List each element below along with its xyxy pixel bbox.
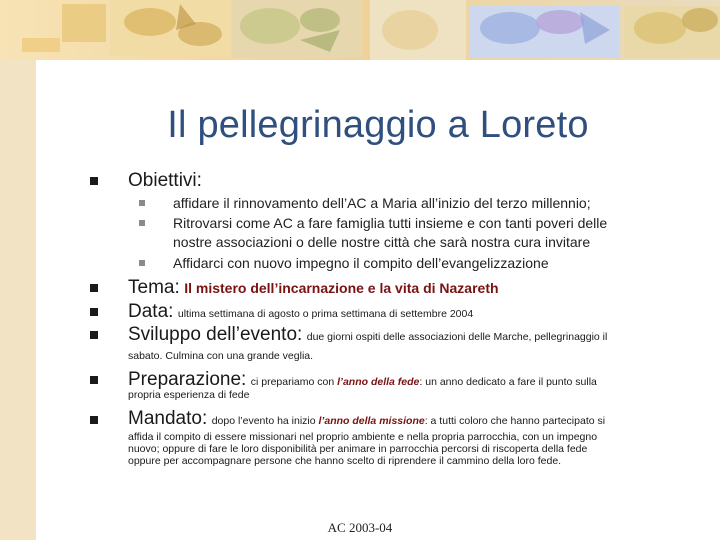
obiettivi-label: Obiettivi:: [128, 170, 202, 191]
mandato-label: Mandato:: [128, 408, 208, 429]
preparazione-highlight: l’anno della fede: [337, 376, 420, 388]
sviluppo-value: due giorni ospiti delle associazioni delle Marche, pellegrinaggio il: [306, 331, 608, 343]
data-label: Data:: [128, 301, 174, 322]
bullet-icon: [90, 177, 98, 185]
data-line: [128, 301, 473, 323]
preparazione-label: Preparazione:: [128, 369, 247, 390]
obiettivo-item: Affidarci con nuovo impegno il compito dell’evangelizzazione: [173, 255, 549, 271]
slide-title: Il pellegrinaggio a Loreto: [167, 104, 589, 146]
mandato-continuation: oppure per accompagnare persone che hanno scelto di riprendere il cammino della loro fede.: [128, 455, 562, 467]
tema-label: Tema:: [128, 277, 180, 298]
bullet-icon: [90, 376, 98, 384]
sub-bullet-icon: [139, 220, 145, 226]
mandato-post: : a tutti coloro che hanno partecipato si: [424, 415, 606, 427]
bullet-icon: [90, 331, 98, 339]
bullet-icon: [90, 308, 98, 316]
bullet-icon: [90, 284, 98, 292]
obiettivo-item-continuation: nostre associazioni o delle nostre città che sarà nostra cura invitare: [173, 234, 591, 250]
sub-bullet-icon: [139, 200, 145, 206]
mandato-line: [128, 408, 605, 430]
preparazione-line: [128, 369, 597, 391]
data-value: ultima settimana di agosto o prima settimana di settembre 2004: [177, 308, 474, 320]
sviluppo-label: Sviluppo dell’evento:: [128, 324, 303, 345]
preparazione-pre: ci prepariamo con: [250, 376, 338, 388]
preparazione-post: : un anno dedicato a fare il punto sulla: [419, 376, 597, 388]
obiettivo-item: affidare il rinnovamento dell’AC a Maria all’inizio del terzo millennio;: [173, 195, 591, 211]
sviluppo-line: [128, 324, 607, 346]
mandato-pre: dopo l’evento ha inizio: [211, 415, 319, 427]
preparazione-continuation: propria esperienza di fede: [128, 389, 250, 401]
mandato-continuation: nuovo; oppure di fare le loro disponibilità per animare in parrocchia percorsi di riscoperta della fede: [128, 443, 588, 455]
obiettivo-item: Ritrovarsi come AC a fare famiglia tutti insieme e con tanti poveri delle: [173, 215, 608, 231]
slide-footer: AC 2003-04: [327, 520, 393, 535]
sub-bullet-icon: [139, 260, 145, 266]
mandato-highlight: l’anno della missione: [318, 415, 425, 427]
bullet-icon: [90, 416, 98, 424]
tema-line: [128, 277, 499, 299]
tema-value: Il mistero dell’incarnazione e la vita di Nazareth: [184, 280, 499, 296]
mandato-continuation: affida il compito di essere missionari nel proprio ambiente e nella propria parrocchia, con un impegno: [128, 431, 598, 443]
sviluppo-continuation: sabato. Culmina con una grande veglia.: [128, 350, 314, 362]
